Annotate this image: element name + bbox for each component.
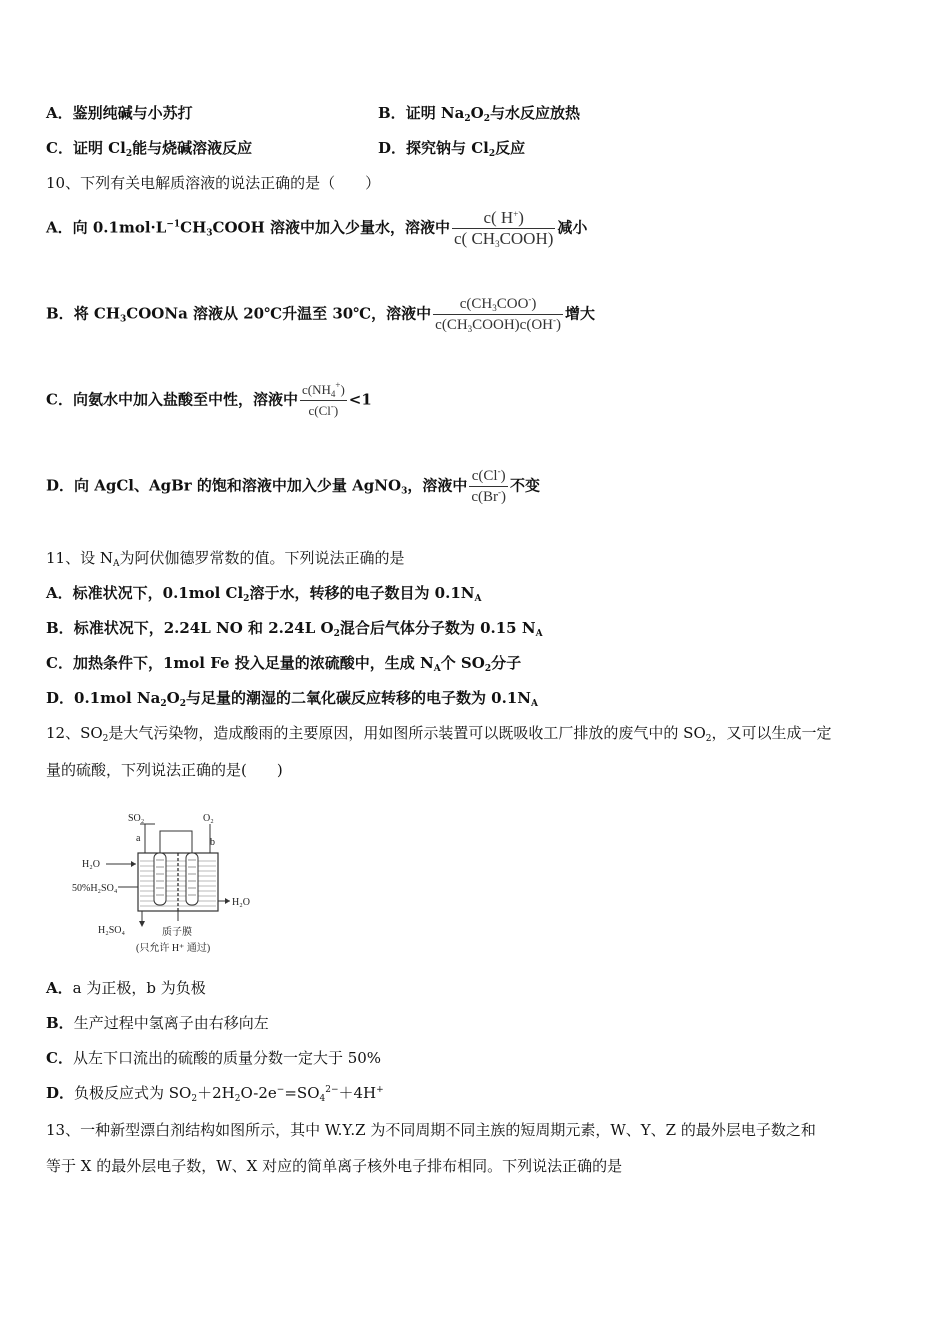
electrode-a xyxy=(154,853,166,905)
q12-option-a: A．a 为正极，b 为负极 xyxy=(46,979,206,997)
q9-option-b: B．证明 $Na_2O_2$与水反应放热 xyxy=(378,104,580,124)
electrode-b xyxy=(186,853,198,905)
q11-option-c: C．加热条件下，1mol Fe 投入足量的浓硫酸中，生成 $N_A$个 $SO_2$分子 xyxy=(46,654,522,674)
q12-option-c: C．从左下口流出的硫酸的质量分数一定大于 50% xyxy=(46,1049,382,1067)
membrane-note: (只允许 H⁺ 通过) xyxy=(136,943,211,954)
q13-stem-line-2: 等于 X 的最外层电子数，W、X 对应的简单离子核外电子排布相同。下列说法正确的是 xyxy=(46,1157,623,1175)
q10-option-b: B．将 $CH_3COONa$ 溶液从 20℃升温至 30℃，溶液中 $\frac{c(CH_3COO^-)}{c(CH_3COOH)c(OH^-)}$ 增大 xyxy=(46,294,596,334)
q11-option-d: D．0.1mol $Na_2O_2$与足量的潮湿的二氧化碳反应转移的电子数为 $0.1N_A$ xyxy=(46,689,538,709)
electrode-a-label: a xyxy=(136,833,141,844)
water-inlet-label: H₂O xyxy=(82,859,100,870)
ratio-fraction: $\frac{c( H^+)}{c( CH_3COOH)}$ xyxy=(453,208,554,249)
q12-stem-line-2: 量的硫酸，下列说法正确的是( ) xyxy=(46,761,283,779)
q11-stem: 11、设 $N_A$为阿伏伽德罗常数的值。下列说法正确的是 xyxy=(46,549,405,569)
ratio-fraction: $\frac{c(CH_3COO^-)}{c(CH_3COOH)c(OH^-)}$ xyxy=(435,294,561,334)
q10-stem: 10、下列有关电解质溶液的说法正确的是（ ） xyxy=(46,174,381,192)
q12-option-b: B．生产过程中氢离子由右移向左 xyxy=(46,1014,269,1032)
o2-label: O₂ xyxy=(203,813,214,824)
q10-option-a: A．向 $0.1mol\cdot L^{-1}CH_3COOH$ 溶液中加入少量水，溶液中 $\frac{c( H^+)}{c( CH_3COOH)}$ 减小 xyxy=(46,208,588,249)
so2-label: SO₂ xyxy=(128,813,145,824)
water-outlet-label: H₂O xyxy=(232,897,250,908)
q10-option-c: C．向氨水中加入盐酸至中性，溶液中 $\frac{c(NH_4^+)}{c(Cl^-)}$ <1 xyxy=(46,380,372,421)
q9-option-d: D．探究钠与 $Cl_2$反应 xyxy=(378,139,526,159)
electrode-b-label: b xyxy=(210,837,215,848)
q9-option-a: A．鉴别纯碱与小苏打 xyxy=(46,104,193,122)
electrolysis-cell-figure xyxy=(70,805,260,960)
ratio-fraction: $\frac{c(Cl^-)}{c(Br^-)}$ xyxy=(471,466,506,505)
acid-inlet-label: 50%H₂SO₄ xyxy=(72,883,118,894)
acid-outlet-label: H₂SO₄ xyxy=(98,925,125,936)
q12-stem-line-1: 12、$SO_2$是大气污染物，造成酸雨的主要原因，用如图所示装置可以既吸收工厂排放的废气中的 $SO_2$，又可以生成一定 xyxy=(46,724,832,744)
q11-option-b: B．标准状况下，2.24L NO 和 2.24L $O_2$混合后气体分子数为 0.15 $N_A$ xyxy=(46,619,543,639)
q13-stem-line-1: 13、一种新型漂白剂结构如图所示，其中 W.Y.Z 为不同周期不同主族的短周期元素，W、Y、Z 的最外层电子数之和 xyxy=(46,1121,816,1139)
membrane-label: 质子膜 xyxy=(162,927,192,938)
cell-container xyxy=(138,853,218,911)
q12-option-d: D．负极反应式为 $SO_2+2H_2O-2e^-=SO_4^{2-}+4H^+$ xyxy=(46,1084,384,1104)
ratio-fraction: $\frac{c(NH_4^+)}{c(Cl^-)}$ xyxy=(301,380,345,418)
q11-option-a: A．标准状况下，0.1mol $Cl_2$溶于水，转移的电子数目为 $0.1N_A$ xyxy=(46,584,482,604)
q10-option-d: D．向 AgCl、AgBr 的饱和溶液中加入少量 AgNO$_3$，溶液中 $\frac{c(Cl^-)}{c(Br^-)}$ 不变 xyxy=(46,466,541,505)
q9-option-c: C．证明 $Cl_2$能与烧碱溶液反应 xyxy=(46,139,253,159)
